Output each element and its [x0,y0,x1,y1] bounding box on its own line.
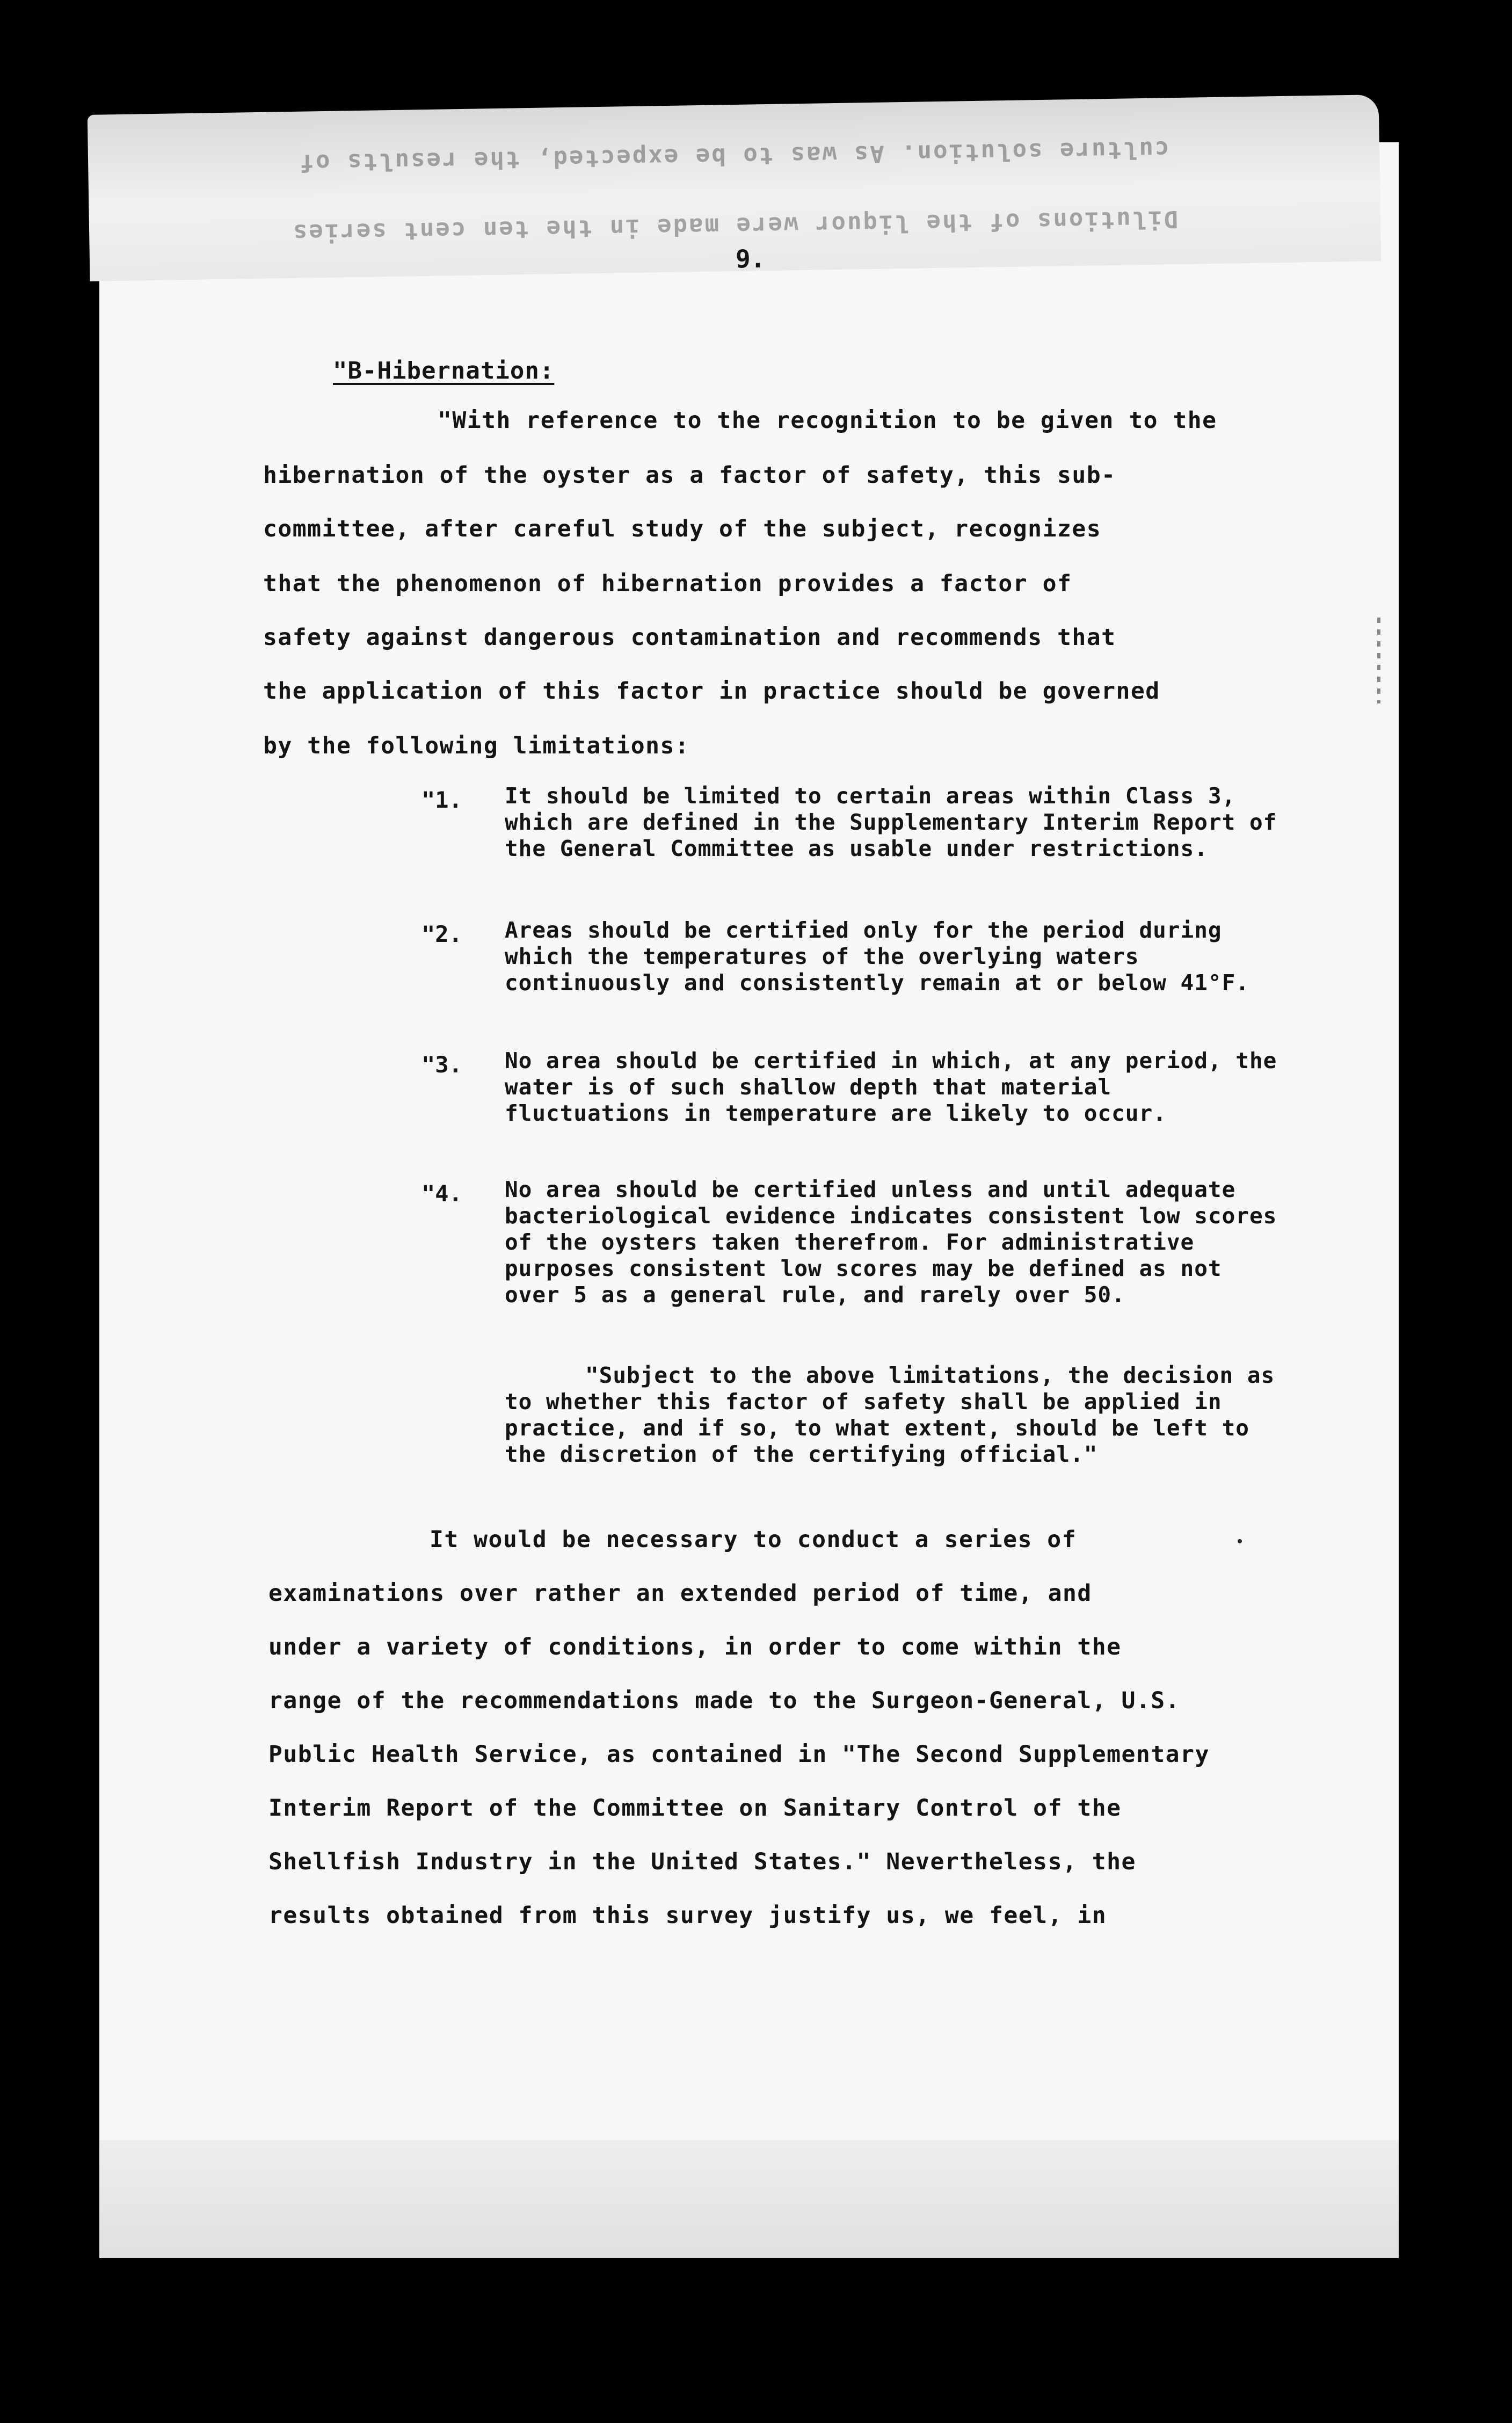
intro-line: "With reference to the recognition to be given to the [438,407,1217,434]
page-number: 9. [736,244,766,273]
intro-line: committee, after careful study of the subject, recognizes [263,516,1102,542]
closing-line: Interim Report of the Committee on Sanitary Control of the [268,1795,1122,1822]
closing-line: under a variety of conditions, in order to come within the [268,1634,1122,1660]
closing-line: It would be necessary to conduct a series of [430,1526,1077,1553]
closing-line: Shellfish Industry in the United States." Nevertheless, the [268,1848,1136,1875]
section-heading: "B-Hibernation: [333,357,555,385]
intro-line: safety against dangerous contamination and recommends that [263,624,1116,651]
intro-line: hibernation of the oyster as a factor of safety, this sub- [263,462,1116,489]
stray-mark [1238,1539,1242,1543]
item-text: Areas should be certified only for the period during which the temperatures of the overlying waters continuously and consistently remain at or below 41°F. [505,917,1249,996]
bleed-through-line: culture solution. As was to be expected, the results of [298,135,1169,177]
bleed-through-line: Dilutions of the liquor were made in the ten cent series [291,205,1179,246]
closing-line: results obtained from this survey justify us, we feel, in [268,1902,1107,1929]
intro-line: the application of this factor in practice should be governed [263,678,1160,705]
quoted-conclusion: "Subject to the above limitations, the decision as to whether this factor of safety shall be applied in practice, and if so, to what extent, should be left to the discretion of the certifying official." [505,1362,1275,1467]
item-number: "2. [421,921,462,947]
item-number: "1. [421,787,462,813]
item-number: "3. [421,1051,462,1078]
closing-line: examinations over rather an extended period of time, and [268,1580,1092,1607]
item-number: "4. [421,1180,462,1207]
item-text: It should be limited to certain areas within Class 3, which are defined in the Supplementary Interim Report of the General Committee as usable under restrictions. [505,783,1277,861]
closing-line: Public Health Service, as contained in "The Second Supplementary [268,1741,1210,1768]
closing-line: range of the recommendations made to the Surgeon-General, U.S. [268,1687,1181,1714]
intro-line: that the phenomenon of hibernation provides a factor of [263,570,1072,597]
item-text: No area should be certified in which, at any period, the water is of such shallow depth that material fluctuations in temperature are likely to occur. [505,1048,1277,1126]
item-text: No area should be certified unless and until adequate bacteriological evidence indicates consistent low scores of the oysters taken therefrom. For administrative purposes consistent low scores may be defined as not over 5 as a general rule, and rarely over 50. [505,1177,1277,1308]
intro-line: by the following limitations: [263,732,690,759]
